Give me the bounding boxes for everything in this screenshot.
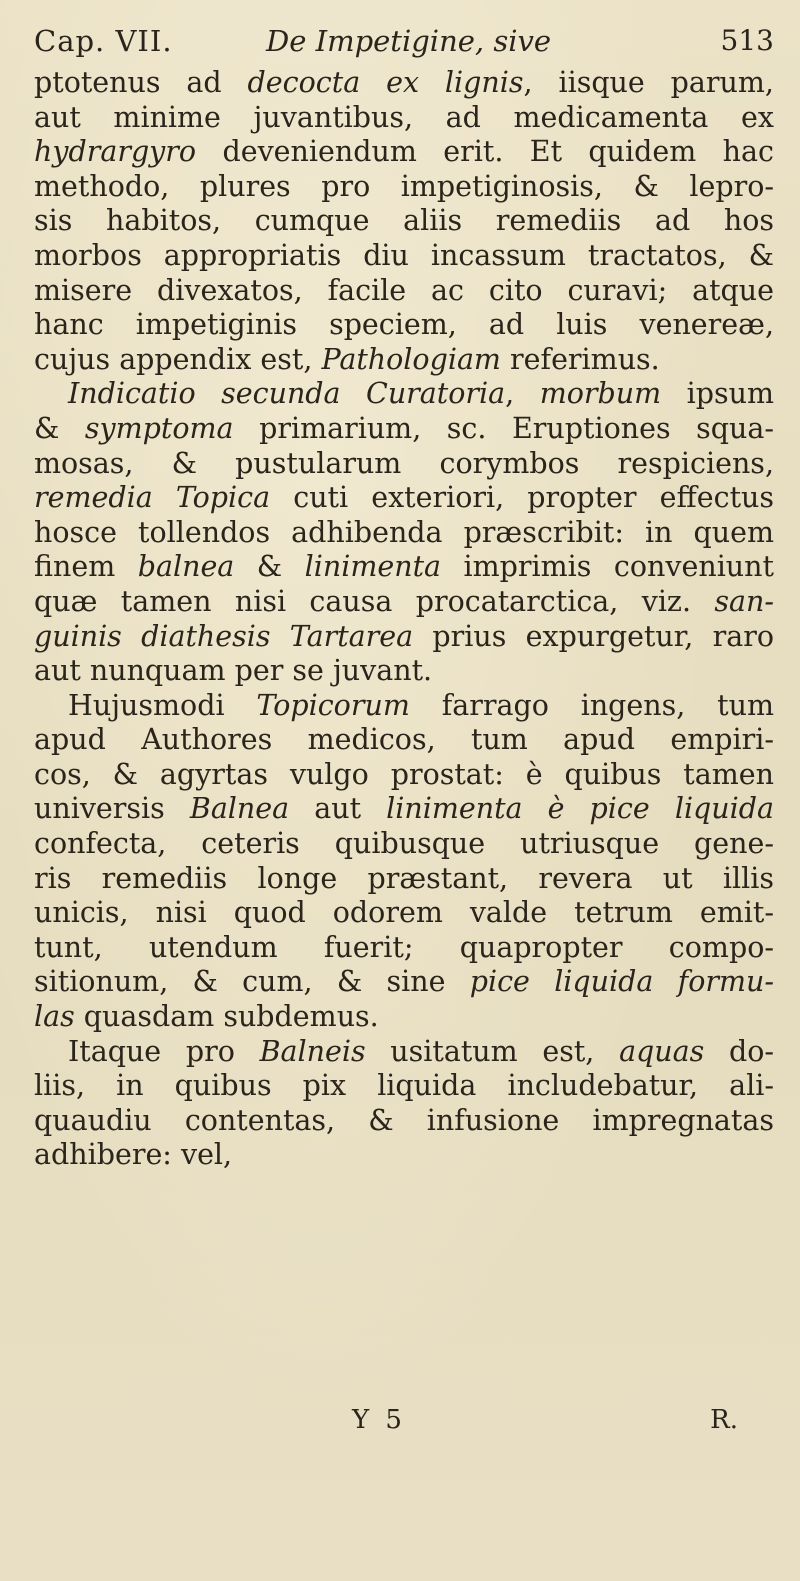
- text-run: farrago ingens, tum: [409, 688, 774, 722]
- text-line: [34, 896, 774, 931]
- text-line: [34, 170, 774, 205]
- text-run: ,: [505, 377, 540, 411]
- text-run: hosce tollendos adhibenda præscribit: in quem: [34, 515, 774, 549]
- signature-mark: Y 5: [352, 1405, 406, 1435]
- text-line: [34, 204, 774, 239]
- text-line: [34, 274, 774, 309]
- text-run: cos, & agyrtas vulgo prostat: è quibus tamen: [34, 757, 774, 791]
- text-run: methodo, plures pro impetiginosis, & lepro-: [34, 169, 774, 203]
- text-line: [34, 447, 774, 482]
- text-run: Hujusmodi: [68, 688, 257, 722]
- body-text: [34, 66, 774, 1173]
- text-line: [34, 343, 774, 378]
- text-line: [34, 308, 774, 343]
- text-run: cujus appendix est,: [34, 342, 322, 376]
- text-line: [34, 1138, 774, 1173]
- text-run: usitatum est,: [365, 1034, 620, 1068]
- text-run: ipsum: [661, 377, 774, 411]
- text-line: [34, 931, 774, 966]
- text-run: Itaque pro: [68, 1034, 260, 1068]
- text-run: do-: [704, 1034, 774, 1068]
- text-run: imprimis conveniunt: [441, 550, 774, 584]
- text-run: morbos appropriatis diu incassum tractatos, &: [34, 238, 774, 272]
- chapter-heading: Cap. VII.: [34, 24, 173, 58]
- text-run: primarium, sc. Eruptiones squa-: [233, 411, 774, 445]
- italic-run: remedia Topica: [34, 481, 271, 515]
- running-title: De Impetigine, sive: [266, 24, 552, 58]
- text-run: hanc impetiginis speciem, ad luis venereæ,: [34, 308, 774, 342]
- italic-run: Pathologiam: [321, 342, 501, 376]
- text-line: [34, 412, 774, 447]
- text-run: sis habitos, cumque aliis remediis ad hos: [34, 204, 774, 238]
- text-run: tunt, utendum fuerit; quapropter compo-: [34, 930, 774, 964]
- text-line: [34, 620, 774, 655]
- italic-run: Balnea: [189, 792, 290, 826]
- italic-run: guinis diathesis Tartarea: [34, 619, 414, 653]
- running-head: [34, 18, 774, 64]
- text-line: [34, 862, 774, 897]
- text-run: confecta, ceteris quibusque utriusque gene-: [34, 827, 774, 861]
- italic-run: symptoma: [84, 411, 234, 445]
- text-run: ris remediis longe præstant, revera ut illis: [34, 861, 774, 895]
- text-run: sitionum, & cum, & sine: [34, 965, 470, 999]
- text-run: apud Authores medicos, tum apud empiri-: [34, 723, 774, 757]
- text-line: [34, 66, 774, 101]
- text-run: &: [234, 550, 305, 584]
- page-number: 513: [720, 24, 774, 57]
- text-line: [34, 792, 774, 827]
- text-run: aut nunquam per se juvant.: [34, 654, 433, 688]
- catchword: R.: [710, 1405, 738, 1435]
- italic-run: linimenta è pice liquida: [386, 792, 774, 826]
- text-run: quaudiu contentas, & infusione impregnatas: [34, 1103, 774, 1137]
- italic-run: san-: [714, 584, 774, 618]
- text-line: [34, 516, 774, 551]
- text-line: [34, 1000, 774, 1035]
- text-line: [34, 1069, 774, 1104]
- text-run: deveniendum erit. Et quidem hac: [196, 135, 774, 169]
- text-run: , iisque parum,: [523, 66, 774, 99]
- text-line: [34, 135, 774, 170]
- text-line: [34, 827, 774, 862]
- text-run: referimus.: [500, 342, 660, 376]
- text-run: prius expurgetur, raro: [413, 619, 774, 653]
- italic-run: Balneis: [259, 1034, 366, 1068]
- italic-run: las: [34, 1000, 75, 1034]
- text-line: [34, 1035, 774, 1070]
- text-run: ptotenus ad: [34, 66, 248, 99]
- text-run: liis, in quibus pix liquida includebatur, ali-: [34, 1069, 774, 1103]
- text-run: quæ tamen nisi causa procatarctica, viz.: [34, 584, 715, 618]
- text-run: cuti exteriori, propter effectus: [270, 481, 774, 515]
- text-line: [34, 723, 774, 758]
- text-line: [34, 550, 774, 585]
- italic-run: Indicatio secunda Curatoria: [68, 377, 506, 411]
- text-line: [34, 239, 774, 274]
- text-line: [34, 689, 774, 724]
- italic-run: aquas: [619, 1034, 705, 1068]
- text-run: quasdam subdemus.: [74, 1000, 379, 1034]
- text-line: [34, 377, 774, 412]
- italic-run: decocta ex lignis: [247, 66, 524, 99]
- text-run: aut minime juvantibus, ad medicamenta ex: [34, 100, 774, 134]
- text-run: misere divexatos, facile ac cito curavi; atque: [34, 273, 774, 307]
- text-line: [34, 1104, 774, 1139]
- text-run: aut: [289, 792, 387, 826]
- italic-run: balnea: [137, 550, 235, 584]
- text-line: [34, 585, 774, 620]
- text-line: [34, 481, 774, 516]
- italic-run: linimenta: [304, 550, 442, 584]
- text-line: [34, 758, 774, 793]
- text-run: unicis, nisi quod odorem valde tetrum emit-: [34, 896, 774, 930]
- italic-run: hydrargyro: [34, 135, 197, 169]
- text-line: [34, 965, 774, 1000]
- text-run: adhibere: vel,: [34, 1138, 233, 1172]
- text-run: mosas, & pustularum corymbos respiciens,: [34, 446, 774, 480]
- text-run: universis: [34, 792, 190, 826]
- text-line: [34, 101, 774, 136]
- italic-run: morbum: [539, 377, 662, 411]
- italic-run: Topicorum: [256, 688, 410, 722]
- text-run: finem: [34, 550, 138, 584]
- italic-run: pice liquida formu-: [469, 965, 774, 999]
- text-line: [34, 654, 774, 689]
- text-run: &: [34, 411, 85, 445]
- page-footer: [34, 1400, 774, 1440]
